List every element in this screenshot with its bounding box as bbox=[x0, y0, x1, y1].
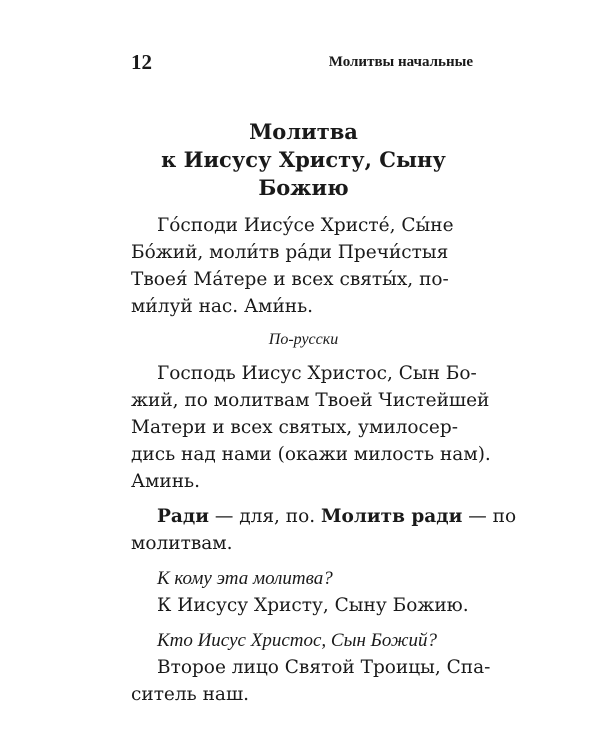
qa-item bbox=[131, 627, 491, 708]
prayer-text bbox=[131, 212, 476, 320]
translation-line: Аминь. bbox=[131, 471, 201, 492]
qa-question: К кому эта молитва? bbox=[157, 568, 333, 589]
prayer-line: Твоея́ Ма́тере и всех святы́х, по- bbox=[131, 269, 449, 290]
glossary-line: молитвам. bbox=[131, 533, 233, 554]
qa-answer: К Иисусу Христу, Сыну Божию. bbox=[157, 595, 469, 616]
prayer-title-line-2: к Иисусу Христу, Сыну bbox=[161, 147, 446, 172]
prayer-line: Бо́жий, моли́тв ра́ди Пречи́стыя bbox=[131, 242, 449, 263]
qa-answer: Второе лицо Святой Троицы, Спа- bbox=[157, 657, 491, 678]
translation-line: жий, по молитвам Твоей Чистейшей bbox=[131, 390, 490, 411]
prayer-title-line-1: Молитва bbox=[249, 119, 358, 144]
translation-line: Господь Иисус Христос, Сын Бо- bbox=[157, 363, 477, 384]
prayer-line: Го́споди Иису́се Христе́, Сы́не bbox=[157, 215, 454, 236]
qa-item bbox=[131, 565, 476, 619]
prayer-line: ми́луй нас. Ами́нь. bbox=[131, 296, 314, 317]
running-header: Молитвы начальные bbox=[328, 54, 473, 70]
translation-label: По-русски bbox=[268, 331, 339, 348]
page-number: 12 bbox=[131, 50, 152, 74]
glossary bbox=[131, 503, 517, 557]
glossary-definition: — для, по. bbox=[208, 506, 322, 527]
glossary-line bbox=[131, 503, 517, 530]
prayer-title bbox=[131, 118, 476, 202]
glossary-definition: — по bbox=[462, 506, 517, 527]
qa-question: Кто Иисус Христос, Сын Божий? bbox=[157, 630, 438, 651]
translation-text bbox=[131, 360, 491, 495]
qa-answer: ситель наш. bbox=[131, 684, 250, 705]
glossary-term: Ради bbox=[157, 506, 209, 527]
translation-line: дись над нами (окажи милость нам). bbox=[131, 444, 491, 465]
translation-line: Матери и всех святых, умилосер- bbox=[131, 417, 458, 438]
prayer-title-line-3: Божию bbox=[258, 175, 349, 200]
glossary-term: Молитв ради bbox=[321, 506, 463, 527]
